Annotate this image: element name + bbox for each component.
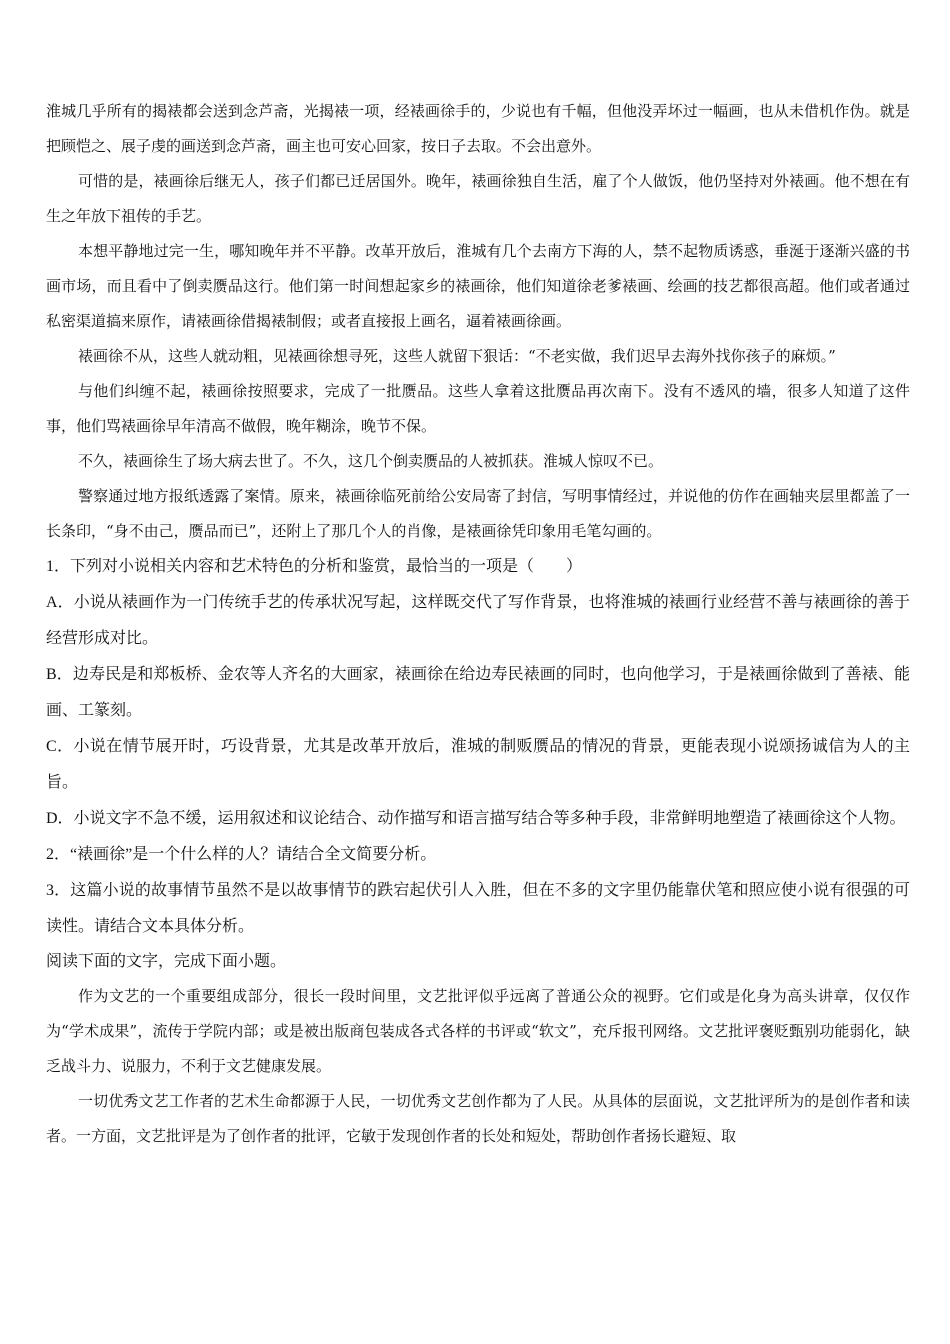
passage2-paragraph-2: 一切优秀文艺工作者的艺术生命都源于人民，一切优秀文艺创作都为了人民。从具体的层面说，文艺批评所为的是创作者和读者。一方面，文艺批评是为了创作者的批评，它敏于发现创作者的长处和短处，帮助创作者扬长避短、取 — [46, 1092, 910, 1145]
passage1-paragraph-7: 警察通过地方报纸透露了案情。原来，裱画徐临死前给公安局寄了封信，写明事情经过，并说他的仿作在画轴夹层里都盖了一长条印，“身不由己，赝品而已”，还附上了那几个人的肖像，是裱画徐凭印象用毛笔勾画的。 — [46, 487, 910, 540]
question-1-option-a: A．小说从裱画作为一门传统手艺的传承状况写起，这样既交代了写作背景，也将淮城的裱画行业经营不善与裱画徐的善于经营形成对比。 — [46, 594, 910, 647]
question-1-stem: 1．下列对小说相关内容和艺术特色的分析和鉴赏，最恰当的一项是（ ） — [46, 558, 583, 575]
question-1-option-d: D．小说文字不急不缓，运用叙述和议论结合、动作描写和语言描写结合等多种手段，非常鲜明地塑造了裱画徐这个人物。 — [46, 810, 906, 827]
passage1-paragraph-1: 淮城几乎所有的揭裱都会送到念芦斋，光揭裱一项，经裱画徐手的，少说也有千幅，但他没弄坏过一幅画，也从未借机作伪。就是把顾恺之、展子虔的画送到念芦斋，画主也可安心回家，按日子去取。不会出意外。 — [46, 102, 910, 155]
passage2-paragraph-1: 作为文艺的一个重要组成部分，很长一段时间里，文艺批评似乎远离了普通公众的视野。它们或是化身为高头讲章，仅仅作为“学术成果”，流传于学院内部；或是被出版商包装成各式各样的书评或“软文”，充斥报刊网络。文艺批评褒贬甄别功能弱化，缺乏战斗力、说服力，不利于文艺健康发展。 — [46, 987, 910, 1075]
passage1-paragraph-3: 本想平静地过完一生，哪知晚年并不平静。改革开放后，淮城有几个去南方下海的人，禁不起物质诱惑，垂涎于逐渐兴盛的书画市场，而且看中了倒卖赝品这行。他们第一时间想起家乡的裱画徐，他们知道徐老爹裱画、绘画的技艺都很高超。他们或者通过私密渠道搞来原作，请裱画徐借揭裱制假；或者直接报上画名，逼着裱画徐画。 — [46, 242, 910, 330]
question-1-option-b: B．边寿民是和郑板桥、金农等人齐名的大画家，裱画徐在给边寿民裱画的同时，也向他学习，于是裱画徐做到了善裱、能画、工篆刻。 — [46, 666, 910, 719]
question-1-option-c: C．小说在情节展开时，巧设背景，尤其是改革开放后，淮城的制贩赝品的情况的背景，更能表现小说颂扬诚信为人的主旨。 — [46, 738, 910, 791]
passage1-paragraph-6: 不久，裱画徐生了场大病去世了。不久，这几个倒卖赝品的人被抓获。淮城人惊叹不已。 — [78, 452, 664, 470]
passage1-paragraph-4: 裱画徐不从，这些人就动粗，见裱画徐想寻死，这些人就留下狠话：“不老实做，我们迟早去海外找你孩子的麻烦。” — [78, 347, 836, 365]
question-2: 2．“裱画徐”是一个什么样的人？请结合全文简要分析。 — [46, 846, 437, 863]
reading-instruction: 阅读下面的文字，完成下面小题。 — [46, 953, 287, 970]
question-3: 3．这篇小说的故事情节虽然不是以故事情节的跌宕起伏引人入胜，但在不多的文字里仍能靠伏笔和照应使小说有很强的可读性。请结合文本具体分析。 — [46, 882, 910, 935]
passage1-paragraph-5: 与他们纠缠不起，裱画徐按照要求，完成了一批赝品。这些人拿着这批赝品再次南下。没有不透风的墙，很多人知道了这件事，他们骂裱画徐早年清高不做假，晚年糊涂，晚节不保。 — [46, 382, 910, 435]
passage1-paragraph-2: 可惜的是，裱画徐后继无人，孩子们都已迁居国外。晚年，裱画徐独自生活，雇了个人做饭，他仍坚持对外裱画。他不想在有生之年放下祖传的手艺。 — [46, 172, 910, 225]
